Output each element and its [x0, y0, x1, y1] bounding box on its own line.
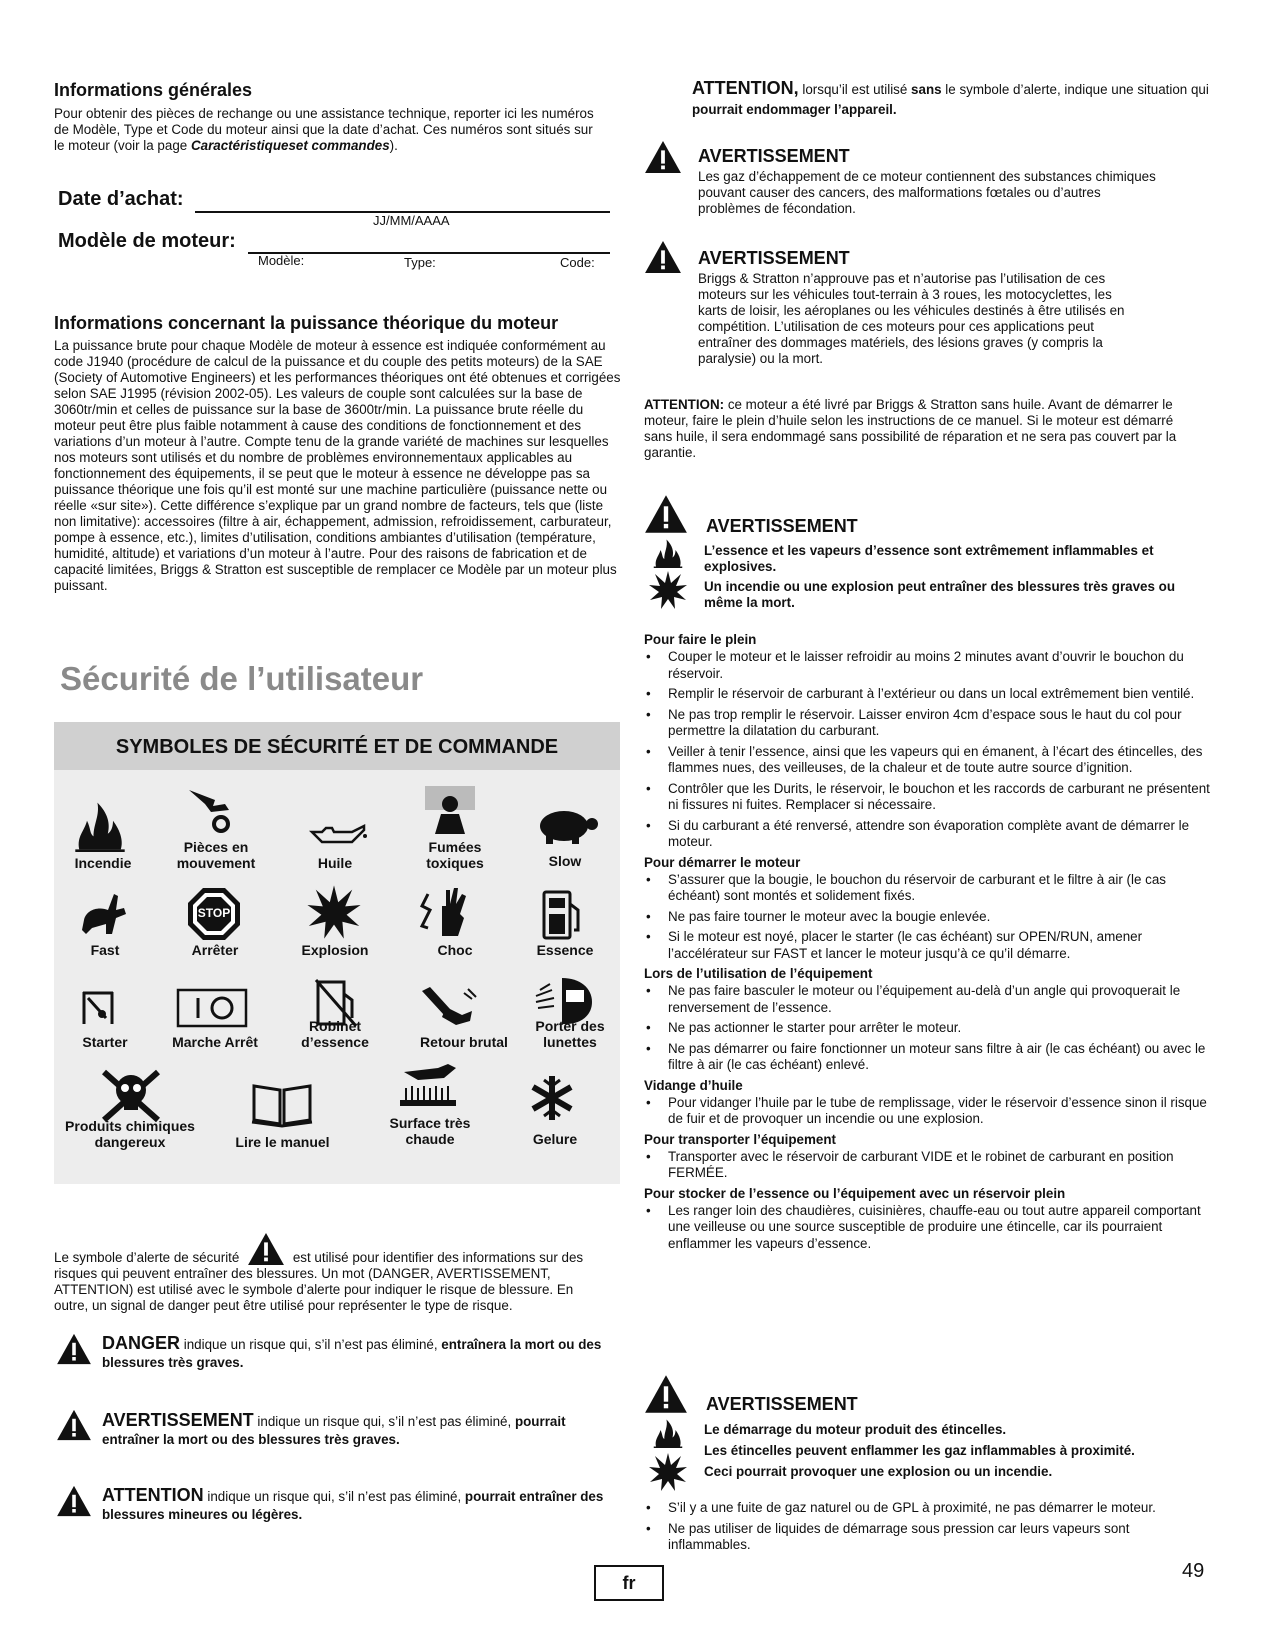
warn4-explosion-icon — [648, 1452, 688, 1492]
caution-alert-icon — [56, 1485, 92, 1517]
symbol-label-fuel: Essence — [536, 942, 594, 958]
symbol-label-explosion: Explosion — [301, 942, 369, 958]
warning-alert-icon — [56, 1409, 92, 1441]
section-list-use — [644, 983, 1214, 1074]
caution-word: ATTENTION — [102, 1485, 204, 1505]
general-info-text — [54, 106, 599, 154]
model-hint: Modèle: — [258, 253, 305, 268]
warn1-text: Les gaz d’échappement de ce moteur contiennent des substances chimiques pouvant causer des cancers, des malformations fœtales ou d’autres problèmes de fécondation. — [698, 169, 1156, 216]
symbol-label-shock: Choc — [437, 942, 473, 958]
symbol-label-stop: Arrêter — [191, 942, 239, 958]
symbol-label-frostbite: Gelure — [532, 1131, 578, 1147]
oil-icon — [308, 822, 368, 850]
final-list — [644, 1500, 1214, 1558]
list-item: • Pour vidanger l’huile par le tube de remplissage, vider le réservoir d’essence sinon il risque de fuir et de provoquer un incendie ou une explosion. — [644, 1095, 1214, 1128]
attention-top-b2: pourrait endommager l’appareil. — [692, 102, 897, 117]
caution-text: indique un risque qui, s’il n’est pas éliminé, — [203, 1489, 465, 1504]
fast-rabbit-icon — [78, 890, 130, 938]
symbol-label-kickback: Retour brutal — [420, 1034, 508, 1050]
caution-definition — [102, 1486, 622, 1524]
warn3-line2: Un incendie ou une explosion peut entraîner des blessures très graves ou même la mort. — [704, 579, 1176, 610]
warn4-line3: Ceci pourrait provoquer une explosion ou un incendie. — [704, 1464, 1053, 1479]
purchase-date-label: Date d’achat: — [58, 188, 184, 210]
list-item: • Contrôler que les Durits, le réservoir, le bouchon et les raccords de carburant ne présentent ni fissures ni fuites. Remplacer si nécessaire. — [644, 781, 1214, 814]
list-item: • Veiller à tenir l’essence, ainsi que les vapeurs qui en émanent, à l’écart des étincelles, des flammes nues, des veilleuses, de la chaleur et de toute autre source d’ignition. — [644, 744, 1214, 777]
on-off-icon — [176, 988, 248, 1028]
warn4-fire-icon — [650, 1418, 686, 1448]
list-item: • Couper le moteur et le laisser refroidir au moins 2 minutes avant d’ouvrir le bouchon du réservoir. — [644, 649, 1214, 682]
page-number: 49 — [1182, 1560, 1205, 1582]
section-title-refuel: Pour faire le plein — [644, 632, 757, 647]
section-title-oil-drain: Vidange d’huile — [644, 1077, 743, 1093]
type-hint: Type: — [404, 255, 436, 270]
read-manual-icon — [250, 1082, 314, 1128]
caution-bold: pourrait entraîner des blessures mineures ou légères. — [102, 1489, 604, 1522]
slow-turtle-icon — [532, 806, 600, 846]
symbol-label-fire: Incendie — [74, 855, 132, 871]
danger-word: DANGER — [102, 1333, 181, 1353]
choke-icon — [80, 990, 116, 1026]
safety-alert-icon — [247, 1232, 285, 1266]
safety-title: Sécurité de l’utilisateur — [60, 660, 424, 697]
language-tab: fr — [594, 1565, 664, 1601]
list-item: • S’assurer que la bougie, le bouchon du réservoir de carburant et le filtre à air (le cas échéant) sont montés et solidement fixés. — [644, 872, 1214, 905]
warning-word: AVERTISSEMENT — [102, 1410, 254, 1430]
attention-oil — [644, 397, 1204, 461]
symbol-label-slow: Slow — [548, 853, 582, 869]
section-title-storage: Pour stocker de l’essence ou l’équipement avec un réservoir plein — [644, 1185, 1066, 1201]
warn3-fire-icon — [650, 538, 686, 568]
warn2-title: AVERTISSEMENT — [698, 248, 850, 268]
symbol-label-chemicals: Produits chimiques dangereux — [65, 1118, 195, 1150]
engine-model-line[interactable] — [248, 236, 610, 254]
shock-icon — [418, 886, 472, 938]
attention-top-t1: lorsqu’il est utilisé — [798, 82, 912, 97]
attention-top-b1: sans — [911, 82, 942, 97]
symbol-label-manual: Lire le manuel — [235, 1134, 330, 1150]
section-title-transport: Pour transporter l’équipement — [644, 1131, 836, 1147]
list-item: • Si le moteur est noyé, placer le starter (le cas échéant) sur OPEN/RUN, amener l’accélérateur sur FAST et lancer le moteur jusqu’à ce qu’il démarre. — [644, 929, 1214, 962]
list-item: • Transporter avec le réservoir de carburant VIDE et le robinet de carburant en position FERMÉE. — [644, 1149, 1214, 1182]
alert-text-b: est utilisé pour identifier des informations sur des risques qui peuvent entraîner des blessures. Un mot (DANGER, AVERTISSEMENT, ATTENTION) est utilisé avec le symbole d’alerte pour indiquer le risque de blessure. En outre, un signal de danger peut être utilisé pour représenter le type de risque. — [54, 1250, 584, 1313]
warn1-alert-icon — [644, 140, 682, 174]
explosion-icon — [306, 884, 362, 940]
symbol-label-moving-parts: Pièces en mouvement — [176, 839, 256, 871]
section-list-transport — [644, 1149, 1214, 1182]
section-title-start: Pour démarrer le moteur — [644, 854, 801, 870]
symbol-label-choke: Starter — [82, 1034, 128, 1050]
list-item: • Ne pas démarrer ou faire fonctionner un moteur sans filtre à air (le cas échéant) ou avec le filtre à air (le cas échéant) enlevé. — [644, 1041, 1214, 1074]
warn1-title: AVERTISSEMENT — [698, 146, 850, 166]
purchase-date-line[interactable] — [195, 195, 610, 213]
attention-top — [692, 78, 1212, 120]
section-list-oil-drain — [644, 1095, 1214, 1128]
list-item: • Ne pas actionner le starter pour arrêter le moteur. — [644, 1020, 1214, 1037]
warn2-alert-icon — [644, 240, 682, 274]
symbol-label-on-off: Marche Arrêt — [172, 1034, 258, 1050]
danger-bold: entraînera la mort ou des blessures très graves. — [102, 1337, 602, 1370]
fuel-pump-icon — [540, 890, 584, 940]
moving-parts-icon — [185, 786, 235, 836]
symbol-label-eye-protection: Porter des lunettes — [535, 1018, 605, 1050]
list-item: • Si du carburant a été renversé, attendre son évaporation complète avant de démarrer le moteur. — [644, 818, 1214, 851]
warning-bold: pourrait entraîner la mort ou des blessures très graves. — [102, 1414, 566, 1447]
warn4-line1: Le démarrage du moteur produit des étincelles. — [704, 1422, 1007, 1437]
general-text-b: ). — [389, 138, 398, 153]
warning-text: indique un risque qui, s’il n’est pas éliminé, — [253, 1414, 515, 1429]
warn3-title: AVERTISSEMENT — [706, 516, 858, 536]
danger-definition — [102, 1334, 622, 1372]
chemicals-skull-icon — [100, 1068, 162, 1124]
warn4-alert-icon — [644, 1374, 688, 1414]
toxic-fumes-icon — [425, 786, 475, 836]
attention-oil-word: ATTENTION: — [644, 397, 725, 412]
attention-top-word: ATTENTION, — [692, 78, 799, 98]
symbols-header: SYMBOLES DE SÉCURITÉ ET DE COMMANDE — [115, 736, 559, 758]
symbol-label-fast: Fast — [90, 942, 120, 958]
alert-text-a: Le symbole d’alerte de sécurité — [54, 1250, 240, 1265]
symbol-label-fuel-valve: Robinet d’essence — [301, 1018, 369, 1050]
warn3-alert-icon — [644, 494, 688, 534]
code-hint: Code: — [560, 255, 595, 270]
power-title: Informations concernant la puissance théorique du moteur — [54, 313, 559, 333]
hot-surface-icon — [398, 1062, 460, 1108]
warn3-line1: L’essence et les vapeurs d’essence sont extrêmement inflammables et explosives. — [704, 543, 1154, 574]
warning-definition — [102, 1411, 622, 1449]
list-item: • S’il y a une fuite de gaz naturel ou de GPL à proximité, ne pas démarrer le moteur. — [644, 1500, 1214, 1517]
general-text-a: Pour obtenir des pièces de rechange ou une assistance technique, reporter ici les numéros de Modèle, Type et Code du moteur ainsi que la date d’achat. Ces numéros sont situés sur le moteur (voir la page — [54, 106, 594, 153]
list-item: • Ne pas faire tourner le moteur avec la bougie enlevée. — [644, 909, 1214, 926]
section-list-refuel — [644, 649, 1214, 851]
safety-sections — [644, 628, 1214, 1256]
general-text-link: Caractéristiqueset commandes — [190, 138, 390, 153]
warn3-explosion-icon — [648, 570, 688, 610]
stop-text: STOP — [197, 906, 231, 920]
danger-text: indique un risque qui, s’il n’est pas éliminé, — [180, 1337, 442, 1352]
symbol-label-oil: Huile — [317, 855, 353, 871]
danger-alert-icon — [56, 1333, 92, 1365]
section-list-start — [644, 872, 1214, 963]
section-title-use: Lors de l’utilisation de l’équipement — [644, 966, 873, 981]
warn4-line2: Les étincelles peuvent enflammer les gaz inflammables à proximité. — [704, 1443, 1135, 1458]
engine-model-label: Modèle de moteur: — [58, 230, 236, 252]
kickback-icon — [420, 985, 480, 1029]
power-text: La puissance brute pour chaque Modèle de moteur à essence est indiquée conformément au code J1940 (procédure de calcul de la puissance et du couple des petits moteurs) de la SAE (Society of Automotive Engineers) et les performances théoriques ont été obtenues et corrigées selon SAE J1995 (révision 2002-05). Les valeurs de couple sont calculées sur la base de 3060tr/min et celles de puissance sur la base de 3600tr/min. La puissance brute réelle du moteur peut être plus faible notamment à cause des conditions de fonctionnement et des variations d’un moteur à l’autre. Compte tenu de la grande variété de machines sur lesquelles nos moteurs sont utilisés et du nombre de problèmes environnementaux applicables au fonctionnement des équipements, il se peut que le moteur à essence ne développe pas sa puissance théorique une fois qu’il est monté sur une machine particulière (puissance nette ou réelle «sur site»). Cette différence s’explique par un grand nombre de facteurs, tels que (liste non limitative): accessoires (filtre à air, échappement, admission, refroidissement, carburateur, pompe à essence, etc.), limites d’utilisation, conditions ambiantes d’utilisation (température, humidité, altitude) et variations d’un moteur à l’autre. Pour des raisons de fabrication et de capacité limitées, Briggs & Stratton est susceptible de remplacer ce Modèle par un moteur plus puissant. — [54, 338, 621, 593]
purchase-date-hint: JJ/MM/AAAA — [373, 213, 450, 228]
warn4-title: AVERTISSEMENT — [706, 1394, 858, 1414]
list-item: • Remplir le réservoir de carburant à l’extérieur ou dans un local extrêmement bien ventilé. — [644, 686, 1214, 703]
fire-icon — [70, 800, 130, 852]
section-list-storage — [644, 1203, 1214, 1253]
frostbite-icon — [528, 1074, 576, 1122]
attention-oil-text: ce moteur a été livré par Briggs & Stratton sans huile. Avant de démarrer le moteur, faire le plein d’huile selon les instructions de ce manuel. Si le moteur est démarré sans huile, il sera endommagé sans possibilité de réparation et ne sera pas couvert par la garantie. — [644, 397, 1177, 460]
attention-top-t2: le symbole d’alerte, indique une situation qui — [941, 82, 1209, 97]
list-item: • Ne pas trop remplir le réservoir. Laisser environ 4cm d’espace sous le haut du col pour permettre la dilatation du carburant. — [644, 707, 1214, 740]
general-info-title: Informations générales — [54, 80, 253, 100]
symbol-label-fumes: Fumées toxiques — [426, 839, 484, 871]
list-item: • Ne pas faire basculer le moteur ou l’équipement au-delà d’un angle qui provoquerait le renversement de l’essence. — [644, 983, 1214, 1016]
symbol-label-hot-surface: Surface très chaude — [389, 1115, 471, 1147]
warn2-text: Briggs & Stratton n’approuve pas et n’autorise pas l’utilisation de ces moteurs sur les véhicules tout-terrain à 3 roues, les motocyclettes, les karts de loisir, les aéroplanes ou les véhicules destinés à être utilisés en compétition. L’utilisation de ces moteurs pour ces applications peut entraîner des dommages matériels, des lésions graves (y compris la paralysie) ou la mort. — [698, 271, 1125, 366]
list-item: • Ne pas utiliser de liquides de démarrage sous pression car leurs vapeurs sont inflammables. — [644, 1521, 1214, 1554]
list-item: • Les ranger loin des chaudières, cuisinières, chauffe-eau ou tout autre appareil comportant une veilleuse ou une source susceptible de produire une étincelle, car ils pourraient enflammer les vapeurs d’essence. — [644, 1203, 1214, 1253]
alert-explanation — [54, 1232, 609, 1314]
